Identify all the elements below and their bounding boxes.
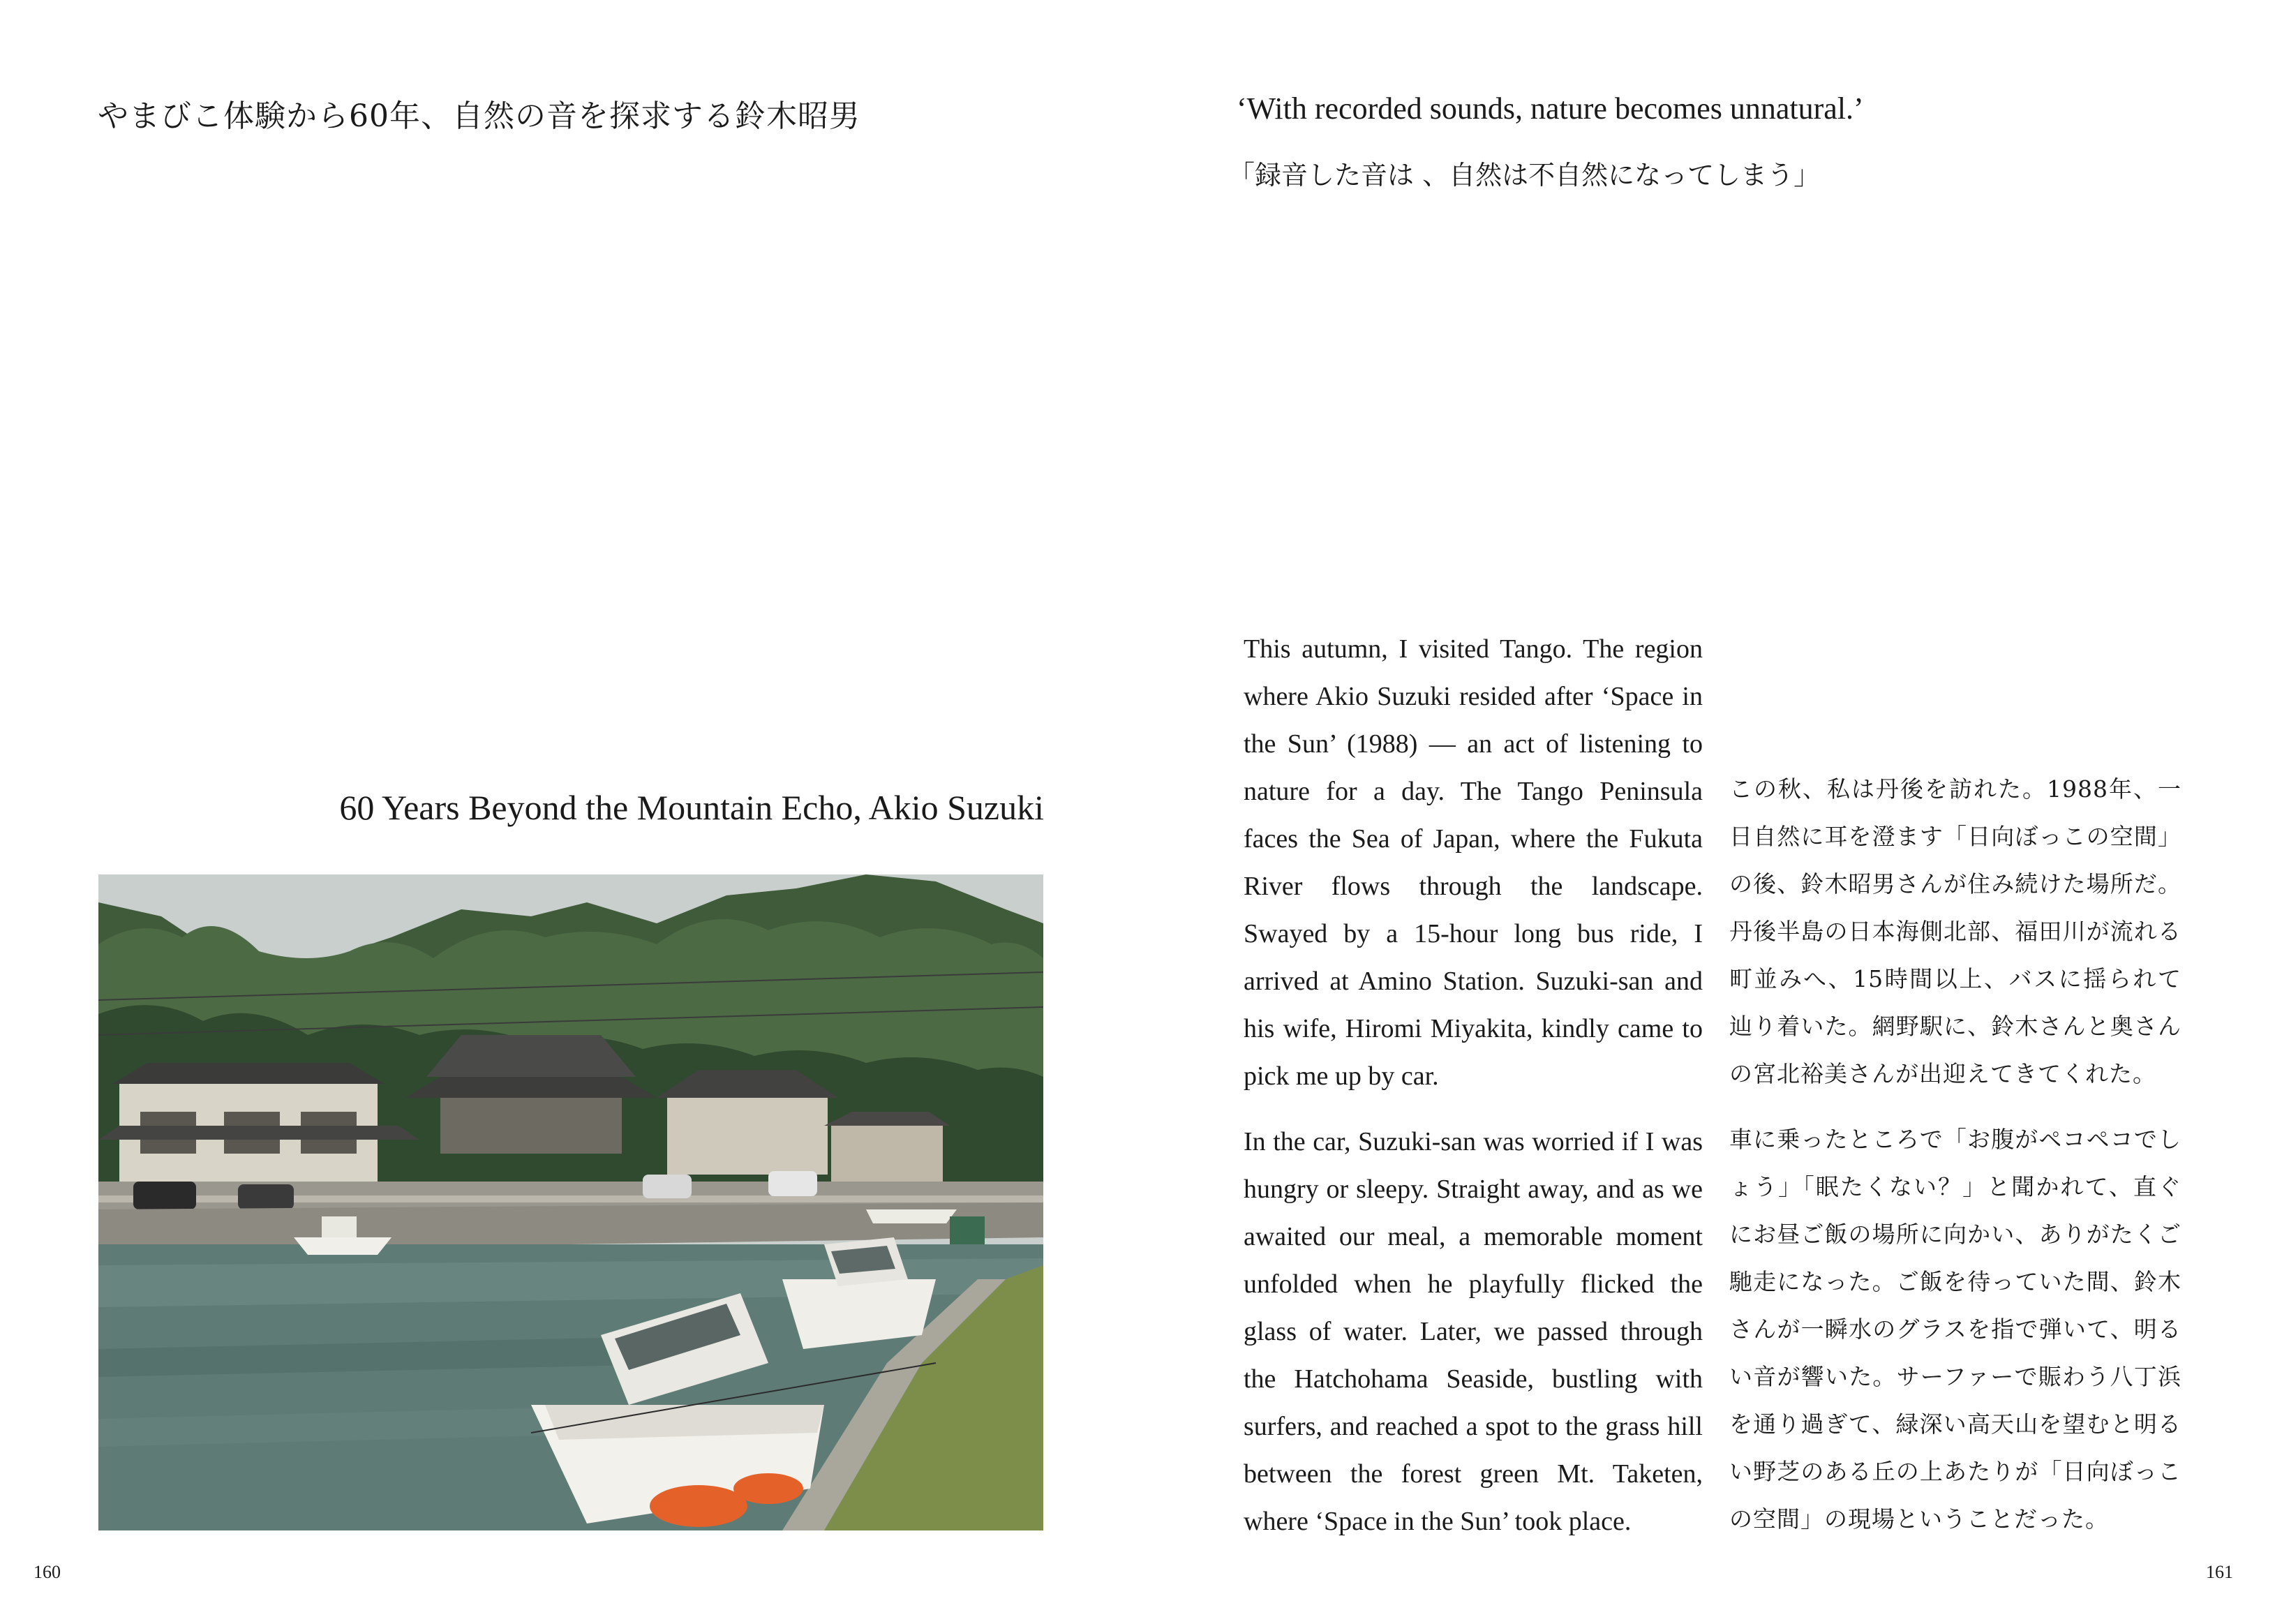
japanese-body [1729, 766, 2181, 1561]
japanese-title: やまびこ体験から60年、自然の音を探求する鈴木昭男 [98, 98, 860, 134]
page-number-right: 161 [2206, 1562, 2233, 1582]
english-paragraph-1: This autumn, I visited Tango. The region where Akio Suzuki resided after ‘Space in the Sun’ (1988) — an act of listening to nature for a day. The Tango Peninsula faces the Sea of Japan, where the Fukuta River flows through the landscape. Swayed by a 15-hour long bus ride, I arrived at Amino Station. Suzuki-san and his wife, Hiromi Miyakita, kindly came to pick me up by car. [1244, 634, 1703, 1091]
english-paragraph-2: In the car, Suzuki-san was worried if I was hungry or sleepy. Straight away, and as we awaited our meal, a memorable moment unfolded when he playfully flicked the glass of water. Later, we passed through the Hatchohama Seaside, bustling with surfers, and reached a spot to the grass hill between the forest green Mt. Taketen, where ‘Space in the Sun’ took place. [1244, 1127, 1703, 1536]
japanese-paragraph-2: 車に乗ったところで「お腹がペコペコでしょう」「眠たくない？」と聞かれて、直ぐにお昼ご飯の場所に向かい、ありがたくご馳走になった。ご飯を待っていた間、鈴木さんが一瞬水のグラスを指で弾いて、明るい音が響いた。サーファーで賑わう八丁浜を通り過ぎて、緑深い高天山を望むと明るい野芝のある丘の上あたりが「日向ぼっこの空間」の現場ということだった。 [1729, 1126, 2181, 1533]
japanese-paragraph-1: この秋、私は丹後を訪れた。1988年、一日自然に耳を澄ます「日向ぼっこの空間」の後、鈴木昭男さんが住み続けた場所だ。丹後半島の日本海側北部、福田川が流れる町並みへ、15時間以上、バスに揺られて辿り着いた。網野駅に、鈴木さんと奥さんの宮北裕美さんが出迎えてきてくれた。 [1729, 775, 2181, 1087]
right-page [1138, 0, 2275, 1624]
japanese-quote: 「録音した音は 、自然は不自然になってしまう」 [1228, 160, 1821, 191]
english-title: 60 Years Beyond the Mountain Echo, Akio Suzuki [339, 788, 1044, 827]
harbor-photo [98, 874, 1043, 1530]
english-body [1244, 625, 1703, 1563]
english-quote: ‘With recorded sounds, nature becomes unnatural.’ [1237, 91, 1864, 126]
page-number-left: 160 [33, 1562, 61, 1582]
